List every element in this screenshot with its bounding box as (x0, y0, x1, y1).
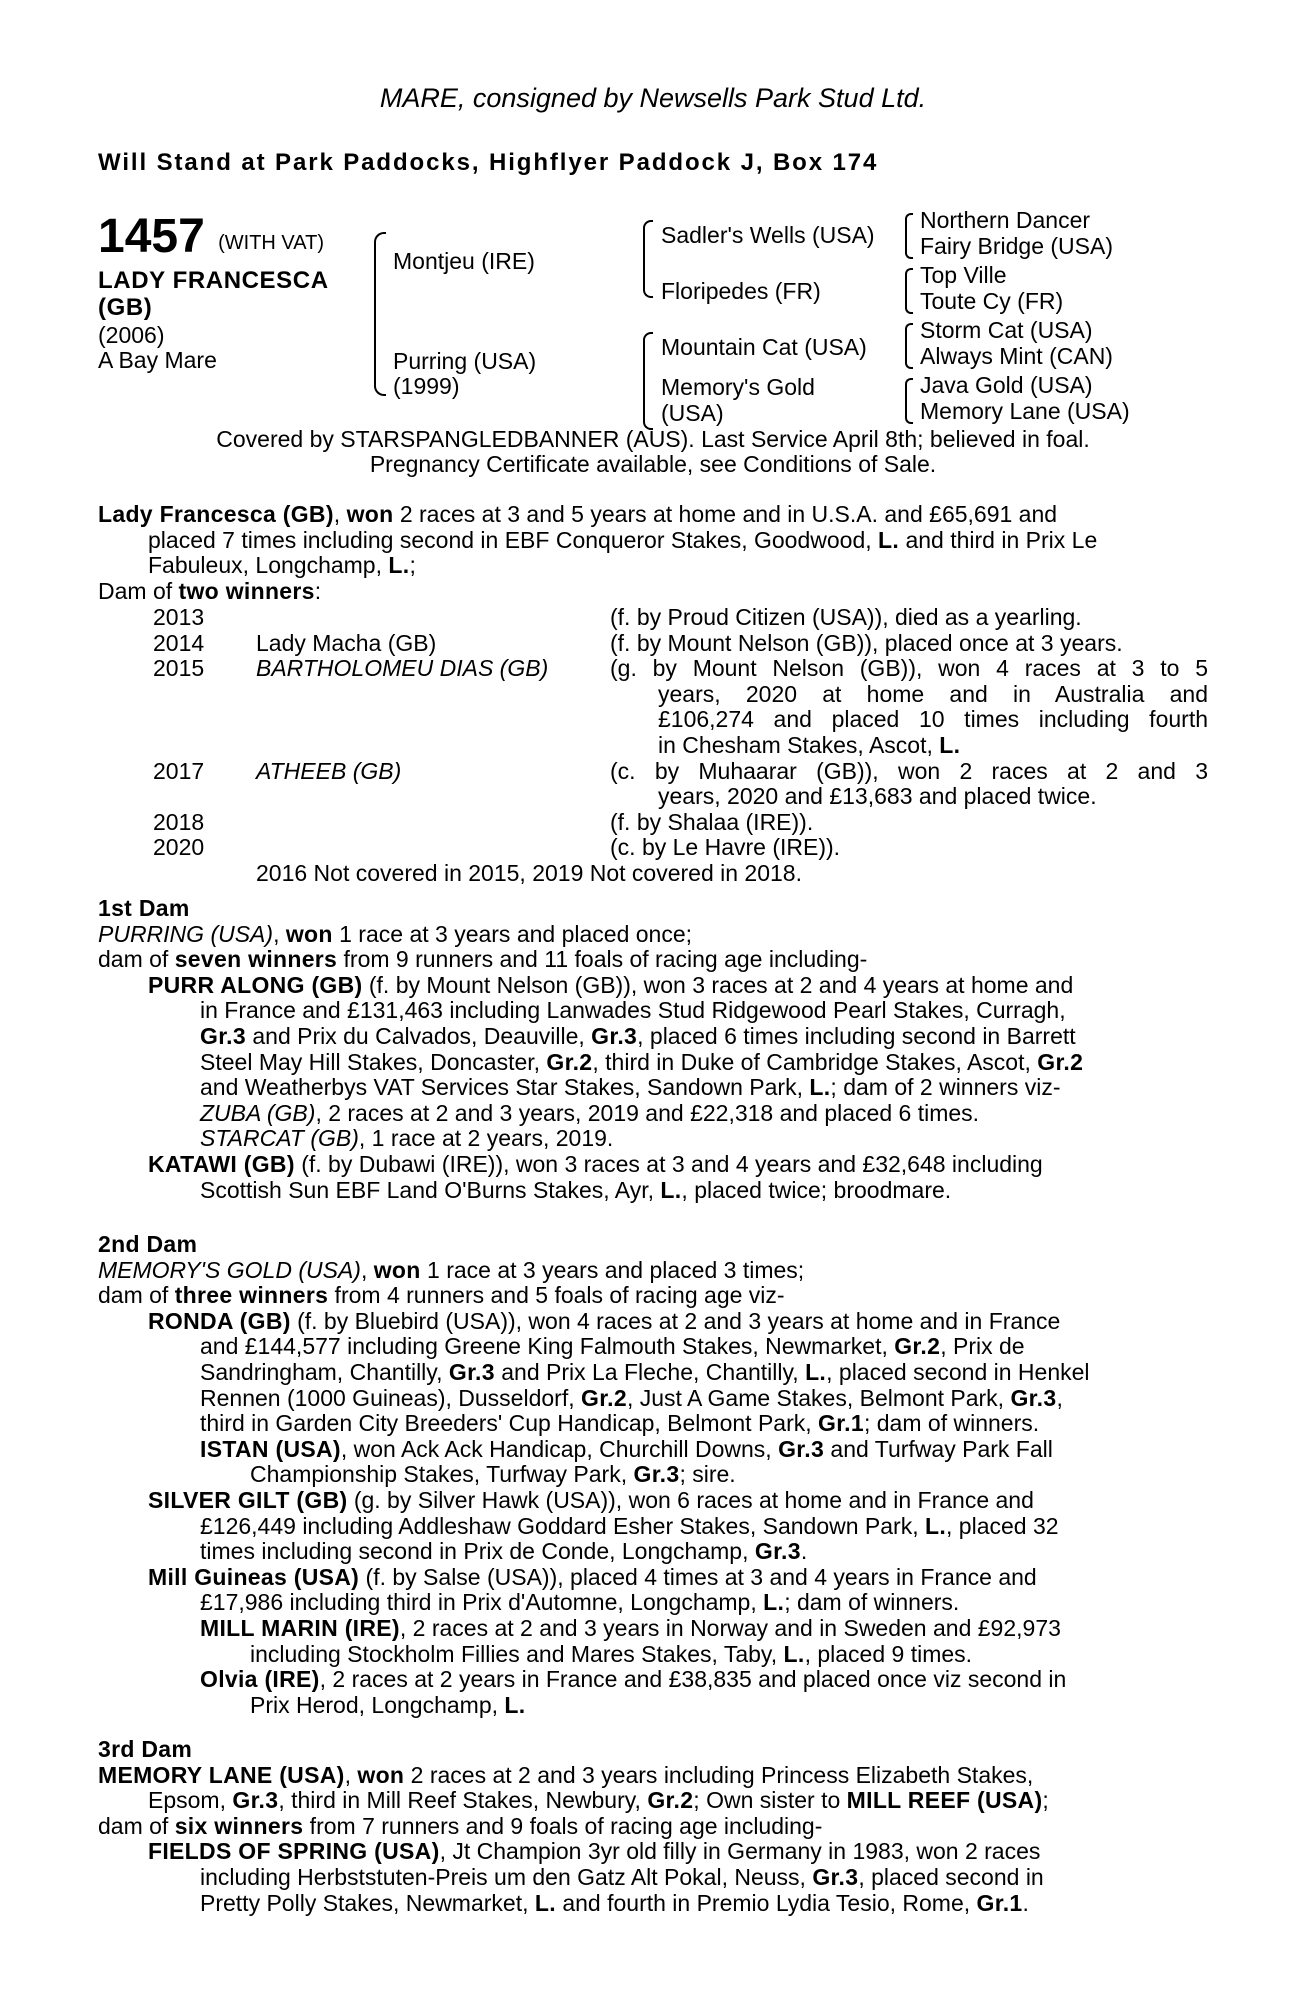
listed-label: L. (388, 552, 410, 579)
produce-text: including Stockholm Fillies and Mares Stakes, Taby, (250, 1640, 784, 1667)
produce-text: and Prix La Fleche, Chantilly, (494, 1358, 806, 1385)
second-dam-section (98, 1232, 1208, 1718)
produce-name: ISTAN (USA) (200, 1435, 341, 1462)
covering-info: Covered by STARSPANGLEDBANNER (AUS). Last Service April 8th; believed in foal. (216, 426, 1090, 452)
produce-note: 2016 Not covered in 2015, 2019 Not covered in 2018. (256, 859, 802, 886)
won-label: won (357, 1761, 405, 1788)
produce-text: , 2 races at 2 years in France and £38,835 and placed once viz second in (319, 1666, 1067, 1693)
dam-of-count: three winners (174, 1282, 329, 1309)
produce-text: , won Ack Ack Handicap, Churchill Downs, (340, 1435, 779, 1462)
catalogue-page (98, 0, 1208, 2000)
pedigree-bracket-3b (905, 268, 913, 314)
second-dam-heading: 2nd Dam (98, 1231, 198, 1257)
won-label: won (373, 1256, 421, 1283)
pedigree-g3-1: Northern Dancer (920, 207, 1091, 233)
sep: , (360, 1256, 374, 1283)
produce-desc: £106,274 and placed 10 times including fourth (658, 706, 1208, 733)
pedigree-bracket-2a (643, 220, 653, 298)
won-label: won (285, 920, 333, 947)
dam-of-text: dam of (98, 1282, 175, 1309)
mare-record-text-2: placed 7 times including second in EBF Conqueror Stakes, Goodwood, (148, 526, 879, 553)
produce-year: 2013 (153, 604, 205, 630)
produce-text: , 2 races at 2 and 3 years in Norway and in Sweden and £92,973 (399, 1614, 1061, 1641)
produce-text: (f. by Bluebird (USA)), won 4 races at 2 and 3 years at home and in France (290, 1307, 1061, 1334)
produce-desc: (g. by Mount Nelson (GB)), won 4 races at 3 to 5 (610, 655, 1208, 682)
listed-label: L. (809, 1074, 831, 1101)
produce-table (98, 605, 1208, 887)
pedigree-dam-sire: Mountain Cat (USA) (661, 334, 867, 360)
produce-year: 2014 (153, 629, 205, 656)
produce-text: Rennen (1000 Guineas), Dusseldorf, (200, 1384, 581, 1411)
lot-number (98, 212, 324, 268)
produce-name: Mill Guineas (USA) (148, 1563, 360, 1590)
pregnancy-info: Pregnancy Certificate available, see Conditions of Sale. (369, 451, 937, 477)
produce-text: , placed twice; broodmare. (681, 1176, 952, 1203)
produce-desc: (f. by Proud Citizen (USA)), died as a yearling. (610, 604, 1082, 630)
second-dam-name: MEMORY'S GOLD (USA) (98, 1256, 361, 1283)
produce-name: Lady Macha (GB) (256, 629, 437, 656)
produce-year: 2017 (153, 757, 205, 784)
produce-text: and £144,577 including Greene King Falmouth Stakes, Newmarket, (200, 1333, 895, 1360)
produce-text: (f. by Salse (USA)), placed 4 times at 3 and 4 years in France and (359, 1563, 1037, 1590)
second-dam-text: 1 race at 3 years and placed 3 times; (420, 1256, 805, 1283)
produce-text: Pretty Polly Stakes, Newmarket, (200, 1889, 535, 1916)
dam-of-count: two winners (178, 577, 315, 604)
pedigree-sire: Montjeu (IRE) (393, 248, 535, 274)
produce-name: PURR ALONG (GB) (148, 971, 363, 998)
pedigree-g3-6: Always Mint (CAN) (920, 343, 1113, 369)
pedigree-sire-sire: Sadler's Wells (USA) (661, 222, 875, 248)
produce-name: STARCAT (GB) (200, 1125, 359, 1152)
dam-of-text: dam of (98, 946, 175, 973)
third-dam-text: ; Own sister to (693, 1787, 847, 1814)
grade-label: Gr.3 (591, 1022, 638, 1049)
produce-row (98, 759, 1208, 785)
pedigree-bracket-3a (905, 213, 913, 259)
grade-label: Gr.1 (818, 1410, 864, 1437)
sep: , (344, 1761, 358, 1788)
first-dam-heading: 1st Dam (98, 895, 190, 921)
produce-name: RONDA (GB) (148, 1307, 291, 1334)
produce-text: , 2 races at 2 and 3 years, 2019 and £22,318 and placed 6 times. (315, 1099, 980, 1126)
produce-text: ; sire. (679, 1461, 736, 1488)
pedigree-bracket-3c (905, 323, 913, 369)
produce-text: , 1 race at 2 years, 2019. (358, 1125, 614, 1152)
produce-text: Championship Stakes, Turfway Park, (250, 1461, 634, 1488)
produce-text: in France and £131,463 including Lanwades Stud Ridgewood Pearl Stakes, Curragh, (200, 997, 1066, 1024)
produce-year: 2018 (153, 808, 205, 835)
third-dam-section (98, 1737, 1208, 1916)
produce-text: third in Garden City Breeders' Cup Handicap, Belmont Park, (200, 1410, 819, 1437)
produce-name: BARTHOLOMEU DIAS (GB) (256, 655, 549, 682)
produce-row (98, 631, 1208, 657)
listed-label: L. (504, 1691, 526, 1718)
produce-text: , (1056, 1384, 1063, 1411)
produce-text: including Herbststuten-Preis um den Gatz Alt Pokal, Neuss, (200, 1863, 813, 1890)
third-dam-heading: 3rd Dam (98, 1736, 193, 1762)
sep: , (273, 920, 286, 947)
listed-label: L. (660, 1176, 682, 1203)
pedigree-g3-5: Storm Cat (USA) (920, 317, 1093, 343)
sibling-name: MILL REEF (USA) (846, 1787, 1043, 1814)
produce-name: Olvia (IRE) (200, 1666, 320, 1693)
pedigree-g3-2: Fairy Bridge (USA) (920, 233, 1113, 259)
produce-text: £126,449 including Addleshaw Goddard Esher Stakes, Sandown Park, (200, 1512, 925, 1539)
produce-text: Steel May Hill Stakes, Doncaster, (200, 1048, 547, 1075)
first-dam-section (98, 896, 1208, 1203)
pedigree-g3-3: Top Ville (920, 262, 1007, 288)
stabling-line: Will Stand at Park Paddocks, Highflyer Paddock J, Box 174 (98, 149, 879, 176)
vat-label: (WITH VAT) (218, 232, 325, 254)
mare-name: Lady Francesca (GB) (98, 501, 334, 527)
produce-row (98, 605, 1208, 631)
grade-label: Gr.2 (581, 1384, 627, 1411)
won-label: won (346, 501, 394, 527)
pedigree-sire-dam: Floripedes (FR) (661, 278, 821, 304)
mare-record-text-4: Fabuleux, Longchamp, (148, 552, 389, 579)
produce-text: and Turfway Park Fall (824, 1435, 1053, 1462)
produce-text: , Prix de (940, 1333, 1025, 1360)
listed-label: L. (763, 1589, 785, 1616)
produce-text: , placed 32 (946, 1512, 1059, 1539)
produce-text: times including second in Prix de Conde, Longchamp, (200, 1538, 755, 1565)
dam-of-text: dam of (98, 1812, 175, 1839)
listed-label: L. (534, 1889, 556, 1916)
third-dam-name: MEMORY LANE (USA) (98, 1761, 345, 1788)
produce-row (98, 835, 1208, 861)
grade-label: Gr.3 (200, 1022, 246, 1049)
produce-text: ; dam of winners. (784, 1589, 960, 1616)
grade-label: Gr.2 (647, 1787, 694, 1814)
produce-text: . (1022, 1889, 1029, 1916)
produce-text: £17,986 including third in Prix d'Automne, Longchamp, (200, 1589, 764, 1616)
produce-text: Scottish Sun EBF Land O'Burns Stakes, Ayr, (200, 1176, 661, 1203)
produce-text: (f. by Mount Nelson (GB)), won 3 races at 2 and 4 years at home and (362, 971, 1074, 998)
produce-text: Prix Herod, Longchamp, (250, 1691, 505, 1718)
produce-text: ; dam of winners. (863, 1410, 1040, 1437)
third-dam-text: , third in Mill Reef Stakes, Newbury, (278, 1787, 648, 1814)
produce-desc: (c. by Muhaarar (GB)), won 2 races at 2 and 3 (610, 757, 1208, 784)
produce-text: , placed 9 times. (804, 1640, 973, 1667)
listed-label: L. (805, 1358, 827, 1385)
produce-row (98, 656, 1208, 682)
third-dam-text: ; (1042, 1787, 1049, 1814)
produce-desc: (f. by Shalaa (IRE)). (610, 808, 814, 835)
mare-record-text-5: ; (409, 552, 416, 579)
grade-label: Gr.3 (633, 1461, 680, 1488)
produce-text: ; dam of 2 winners viz- (830, 1074, 1061, 1101)
produce-desc: in Chesham Stakes, Ascot, (658, 731, 940, 758)
grade-label: Gr.3 (1010, 1384, 1057, 1411)
dam-of-count: seven winners (174, 946, 338, 973)
listed-label: L. (783, 1640, 805, 1667)
grade-label: Gr.3 (778, 1435, 825, 1462)
horse-description: A Bay Mare (98, 347, 217, 373)
grade-label: Gr.2 (1037, 1048, 1084, 1075)
grade-label: Gr.3 (812, 1863, 859, 1890)
produce-name: ZUBA (GB) (200, 1099, 316, 1126)
pedigree-g3-4: Toute Cy (FR) (920, 288, 1064, 314)
produce-name: FIELDS OF SPRING (USA) (148, 1838, 440, 1865)
dam-of-rest: from 4 runners and 5 foals of racing age viz- (328, 1282, 785, 1309)
third-dam-text: 2 races at 2 and 3 years including Princess Elizabeth Stakes, (404, 1761, 1034, 1788)
produce-year: 2015 (153, 655, 205, 682)
grade-label: Gr.3 (232, 1787, 279, 1814)
produce-text: , Jt Champion 3yr old filly in Germany in 1983, won 2 races (439, 1838, 1041, 1865)
dam-of-count: six winners (174, 1812, 304, 1839)
produce-desc: years, 2020 at home and in Australia and (658, 680, 1208, 707)
pedigree-bracket-3d (905, 378, 913, 424)
mare-record: Lady Francesca (GB), won 2 races at 3 and 5 years at home and in U.S.A. and £65,691 and placed 7 times including second in EBF Conqueror Stakes, Goodwood, L. and third in Prix Le Fabuleux, Longchamp, L.; Dam of two winners: (98, 501, 1098, 604)
consignor-line: MARE, consigned by Newsells Park Stud Ltd. (379, 83, 927, 113)
pedigree-dam-dam: Memory's Gold (661, 374, 815, 400)
produce-desc: (c. by Le Havre (IRE)). (610, 834, 841, 861)
listed-label: L. (939, 731, 961, 758)
horse-name-suffix: (GB) (98, 294, 153, 321)
pedigree-dam: Purring (USA) (393, 348, 537, 374)
produce-text: and Prix du Calvados, Deauville, (245, 1022, 592, 1049)
produce-text: and fourth in Premio Lydia Tesio, Rome, (555, 1889, 977, 1916)
dam-of-rest: from 9 runners and 11 foals of racing age including- (337, 946, 868, 973)
produce-year: 2020 (153, 834, 205, 861)
produce-text: Sandringham, Chantilly, (200, 1358, 449, 1385)
foaling-year: (2006) (98, 322, 165, 348)
mare-record-text-1: 2 races at 3 and 5 years at home and in U.S.A. and £65,691 and (393, 501, 1058, 527)
produce-desc-last (658, 733, 1208, 759)
pedigree-g3-7: Java Gold (USA) (920, 372, 1093, 398)
produce-name: SILVER GILT (GB) (148, 1486, 348, 1513)
grade-label: Gr.2 (894, 1333, 941, 1360)
produce-text: . (800, 1538, 808, 1565)
produce-desc: years, 2020 and £13,683 and placed twice. (658, 783, 1097, 810)
mare-record-text-3: and third in Prix Le (899, 526, 1098, 553)
third-dam-text: Epsom, (148, 1787, 233, 1814)
produce-name: KATAWI (GB) (148, 1150, 295, 1177)
first-dam-name: PURRING (USA) (98, 920, 274, 947)
pedigree-dam-dam-suffix: (USA) (661, 400, 724, 426)
produce-text: and Weatherbys VAT Services Star Stakes, Sandown Park, (200, 1074, 810, 1101)
pedigree-dam-year: (1999) (393, 373, 460, 399)
dam-of-text: Dam of (98, 577, 179, 604)
dam-of-rest: from 7 runners and 9 foals of racing age including- (303, 1812, 823, 1839)
listed-label: L. (878, 526, 900, 553)
grade-label: Gr.3 (448, 1358, 495, 1385)
produce-text: , placed 6 times including second in Barrett (637, 1022, 1076, 1049)
dam-of-colon: : (314, 577, 322, 604)
lot-number-text: 1457 (98, 210, 205, 263)
produce-text: , placed second in Henkel (826, 1358, 1090, 1385)
produce-text: , placed second in (858, 1863, 1044, 1890)
pedigree-bracket-1 (374, 232, 386, 396)
produce-text: (g. by Silver Hawk (USA)), won 6 races at home and in France and (347, 1486, 1034, 1513)
pedigree-bracket-2b (643, 332, 653, 430)
listed-label: L. (924, 1512, 947, 1539)
grade-label: Gr.1 (976, 1889, 1023, 1916)
grade-label: Gr.3 (754, 1538, 801, 1565)
first-dam-text: 1 race at 3 years and placed once; (332, 920, 693, 947)
produce-text: , third in Duke of Cambridge Stakes, Ascot, (592, 1048, 1038, 1075)
produce-name: MILL MARIN (IRE) (200, 1614, 400, 1641)
produce-desc: (f. by Mount Nelson (GB)), placed once at 3 years. (610, 629, 1123, 656)
produce-name: ATHEEB (GB) (256, 757, 402, 784)
produce-row (98, 810, 1208, 836)
pedigree-g3-8: Memory Lane (USA) (920, 398, 1130, 424)
grade-label: Gr.2 (546, 1048, 593, 1075)
produce-text: , Just A Game Stakes, Belmont Park, (626, 1384, 1011, 1411)
horse-name: LADY FRANCESCA (98, 267, 329, 294)
produce-text: (f. by Dubawi (IRE)), won 3 races at 3 and 4 years and £32,648 including (294, 1150, 1043, 1177)
